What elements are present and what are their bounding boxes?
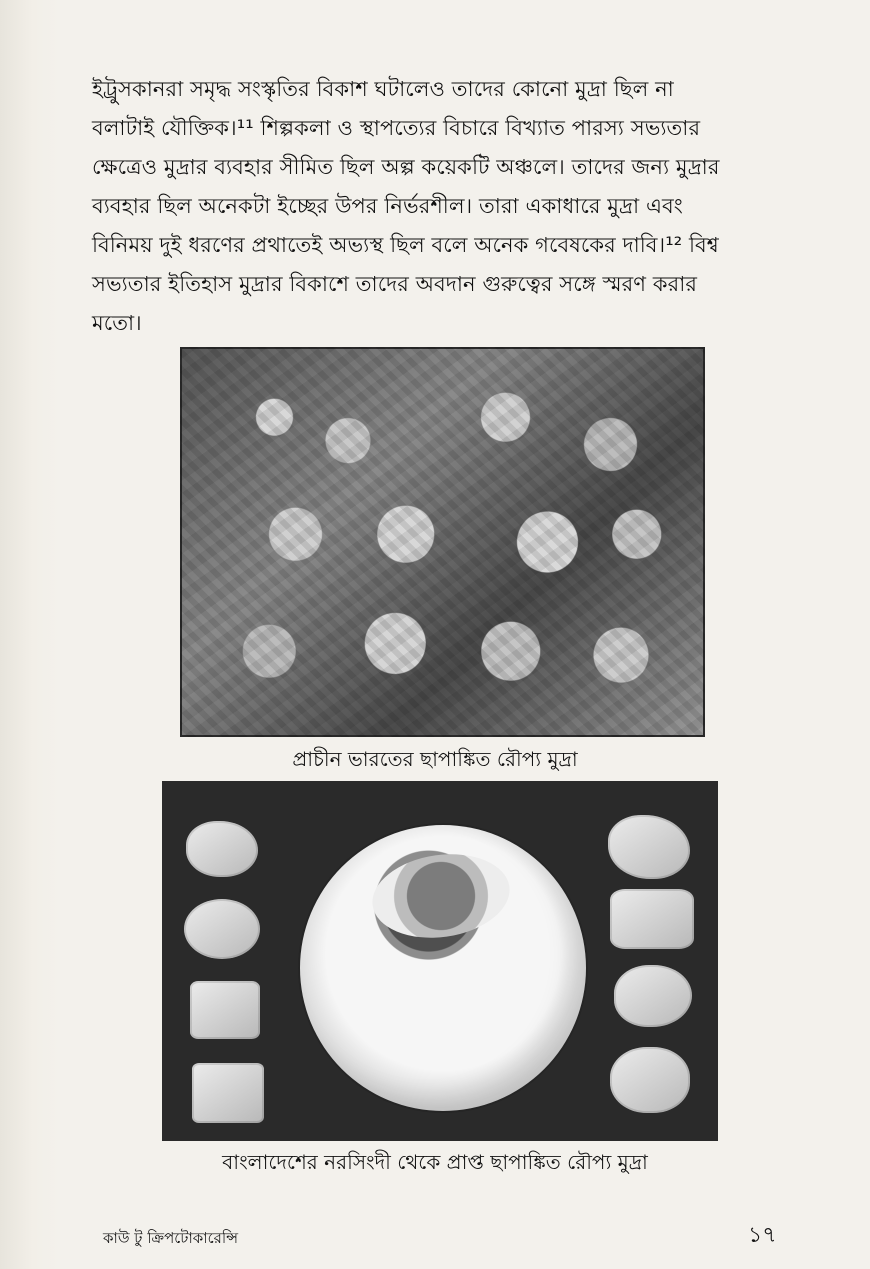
coin-image	[608, 815, 690, 879]
paragraph-line: মতো।	[92, 311, 142, 335]
body-paragraph	[92, 70, 792, 343]
figure-caption-2: বাংলাদেশের নরসিংদী থেকে প্রাপ্ত ছাপাঙ্কিত রৌপ্য মুদ্রা	[222, 1150, 648, 1174]
paragraph-line: বলাটাই যৌক্তিক।¹¹ শিল্পকলা ও স্থাপত্যের বিচারে বিখ্যাত পারস্য সভ্যতার	[92, 116, 701, 140]
page-number: ১৭	[748, 1223, 777, 1248]
coin-image	[614, 965, 692, 1027]
footer-book-title: কাউ টু ক্রিপটোকারেন্সি	[103, 1229, 239, 1247]
paragraph-line: বিনিময় দুই ধরণের প্রথাতেই অভ্যস্থ ছিল বলে অনেক গবেষকের দাবি।¹² বিশ্ব	[92, 233, 719, 257]
coin-image	[610, 889, 694, 949]
coin-image	[610, 1047, 690, 1113]
paragraph-line: ক্ষেত্রেও মুদ্রার ব্যবহার সীমিত ছিল অল্প কয়েকটি অঞ্চলে। তাদের জন্য মুদ্রার	[92, 155, 720, 179]
pot-image	[300, 825, 586, 1111]
paragraph-line: সভ্যতার ইতিহাস মুদ্রার বিকাশে তাদের অবদান গুরুত্বের সঙ্গে স্মরণ করার	[92, 272, 698, 296]
paragraph-line: ব্যবহার ছিল অনেকটা ইচ্ছের উপর নির্ভরশীল। তারা একাধারে মুদ্রা এবং	[92, 194, 683, 218]
coin-image	[190, 981, 260, 1039]
page-edge	[0, 0, 60, 1269]
figure-coins-bangladesh	[162, 781, 718, 1141]
figure-caption-1: প্রাচীন ভারতের ছাপাঙ্কিত রৌপ্য মুদ্রা	[292, 747, 578, 771]
paragraph-line: ইট্রুসকানরা সমৃদ্ধ সংস্কৃতির বিকাশ ঘটালেও তাদের কোনো মুদ্রা ছিল না	[92, 77, 674, 101]
figure-coins-india	[180, 347, 705, 737]
coin-image	[184, 899, 260, 959]
coin-image	[186, 821, 258, 877]
coin-image	[192, 1063, 264, 1123]
